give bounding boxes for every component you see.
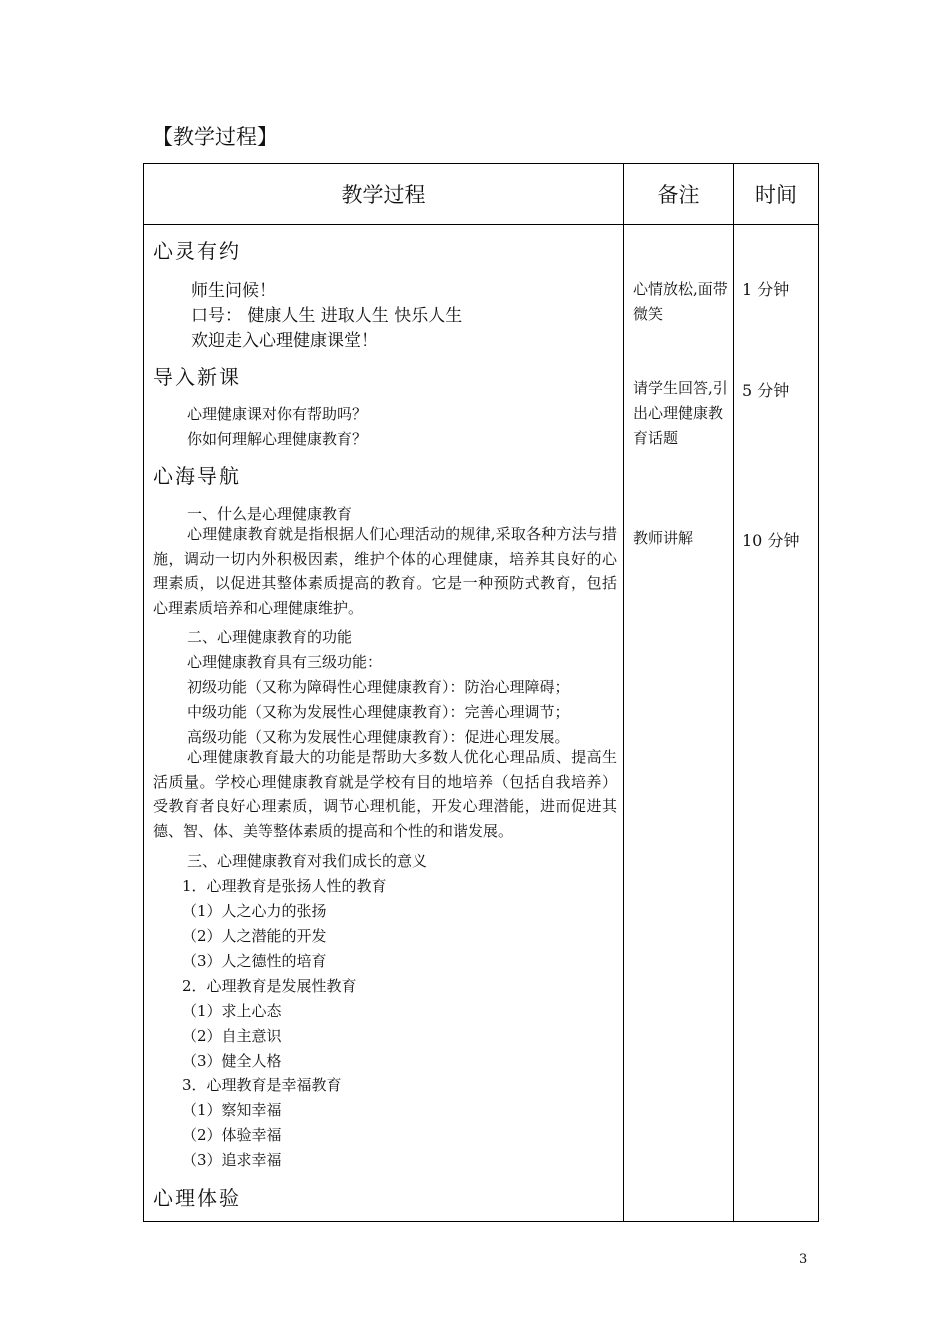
- section-title-xinling: 心灵有约: [153, 239, 241, 263]
- greeting-line: 师生问候！: [191, 281, 276, 301]
- text-line: （3）追求幸福: [182, 1151, 282, 1169]
- welcome-line: 欢迎走入心理健康课堂！: [191, 331, 378, 351]
- table-body-row: [144, 225, 819, 1222]
- process-cell: [144, 225, 624, 1222]
- text-line: 初级功能（又称为障碍性心理健康教育）：防治心理障碍；: [187, 678, 570, 696]
- note-s2: 请学生回答,引出心理健康教育话题: [633, 379, 728, 447]
- text-line: （3）人之德性的培育: [182, 952, 327, 970]
- note-s1: 心情放松,面带微笑: [633, 280, 728, 323]
- question-line: 心理健康课对你有帮助吗？: [187, 405, 368, 423]
- section-title-tiyan: 心理体验: [153, 1186, 241, 1210]
- text-line: （1）求上心态: [182, 1002, 282, 1020]
- section-title-xinhai: 心海导航: [153, 464, 241, 488]
- note-s3: 教师讲解: [633, 529, 694, 547]
- header-notes: 备注: [624, 164, 734, 225]
- text-line: 心理健康教育具有三级功能：: [187, 653, 383, 671]
- text-line: （3）健全人格: [182, 1052, 282, 1070]
- subheading: 三、心理健康教育对我们成长的意义: [187, 852, 428, 870]
- page-heading: 【教学过程】: [152, 125, 278, 149]
- slogan-line: 口号： 健康人生 进取人生 快乐人生: [191, 306, 463, 326]
- text-line: 1．心理教育是张扬人性的教育: [182, 877, 387, 895]
- paragraph: 心理健康教育最大的功能是帮助大多数人优化心理品质、提高生活质量。学校心理健康教育就是学校有目的地培养（包括自我培养）受教育者良好心理素质，调节心理机能，开发心理潜能，进而促进其德、智、体、美等整体素质的提高和个性的和谐发展。: [153, 748, 617, 841]
- paragraph: 心理健康教育就是指根据人们心理活动的规律,采取各种方法与措施，调动一切内外积极因素，维护个体的心理健康，培养其良好的心理素质，以促进其整体素质提高的教育。它是一种预防式教育，包括心理素质培养和心理健康维护。: [153, 525, 617, 618]
- text-line: 3．心理教育是幸福教育: [182, 1076, 342, 1094]
- question-line: 你如何理解心理健康教育？: [187, 430, 368, 448]
- subheading: 一、什么是心理健康教育: [187, 505, 353, 523]
- time-cell: [734, 225, 819, 1222]
- page-number: 3: [799, 1252, 808, 1267]
- section-title-daoru: 导入新课: [153, 365, 241, 389]
- header-time: 时间: [734, 164, 819, 225]
- header-process: 教学过程: [144, 164, 624, 225]
- text-line: （2）人之潜能的开发: [182, 927, 327, 945]
- notes-cell: [624, 225, 734, 1222]
- time-s1: 1 分钟: [742, 280, 790, 299]
- lesson-table: [143, 163, 819, 1222]
- table-header-row: [144, 164, 819, 225]
- text-line: （1）察知幸福: [182, 1101, 282, 1119]
- text-line: 高级功能（又称为发展性心理健康教育）：促进心理发展。: [187, 728, 570, 746]
- text-line: 中级功能（又称为发展性心理健康教育）：完善心理调节；: [187, 703, 570, 721]
- text-line: 2．心理教育是发展性教育: [182, 977, 357, 995]
- subheading: 二、心理健康教育的功能: [187, 628, 353, 646]
- time-s2: 5 分钟: [742, 381, 790, 400]
- text-line: （1）人之心力的张扬: [182, 902, 327, 920]
- text-line: （2）体验幸福: [182, 1126, 282, 1144]
- text-line: （2）自主意识: [182, 1027, 282, 1045]
- time-s3: 10 分钟: [742, 531, 800, 550]
